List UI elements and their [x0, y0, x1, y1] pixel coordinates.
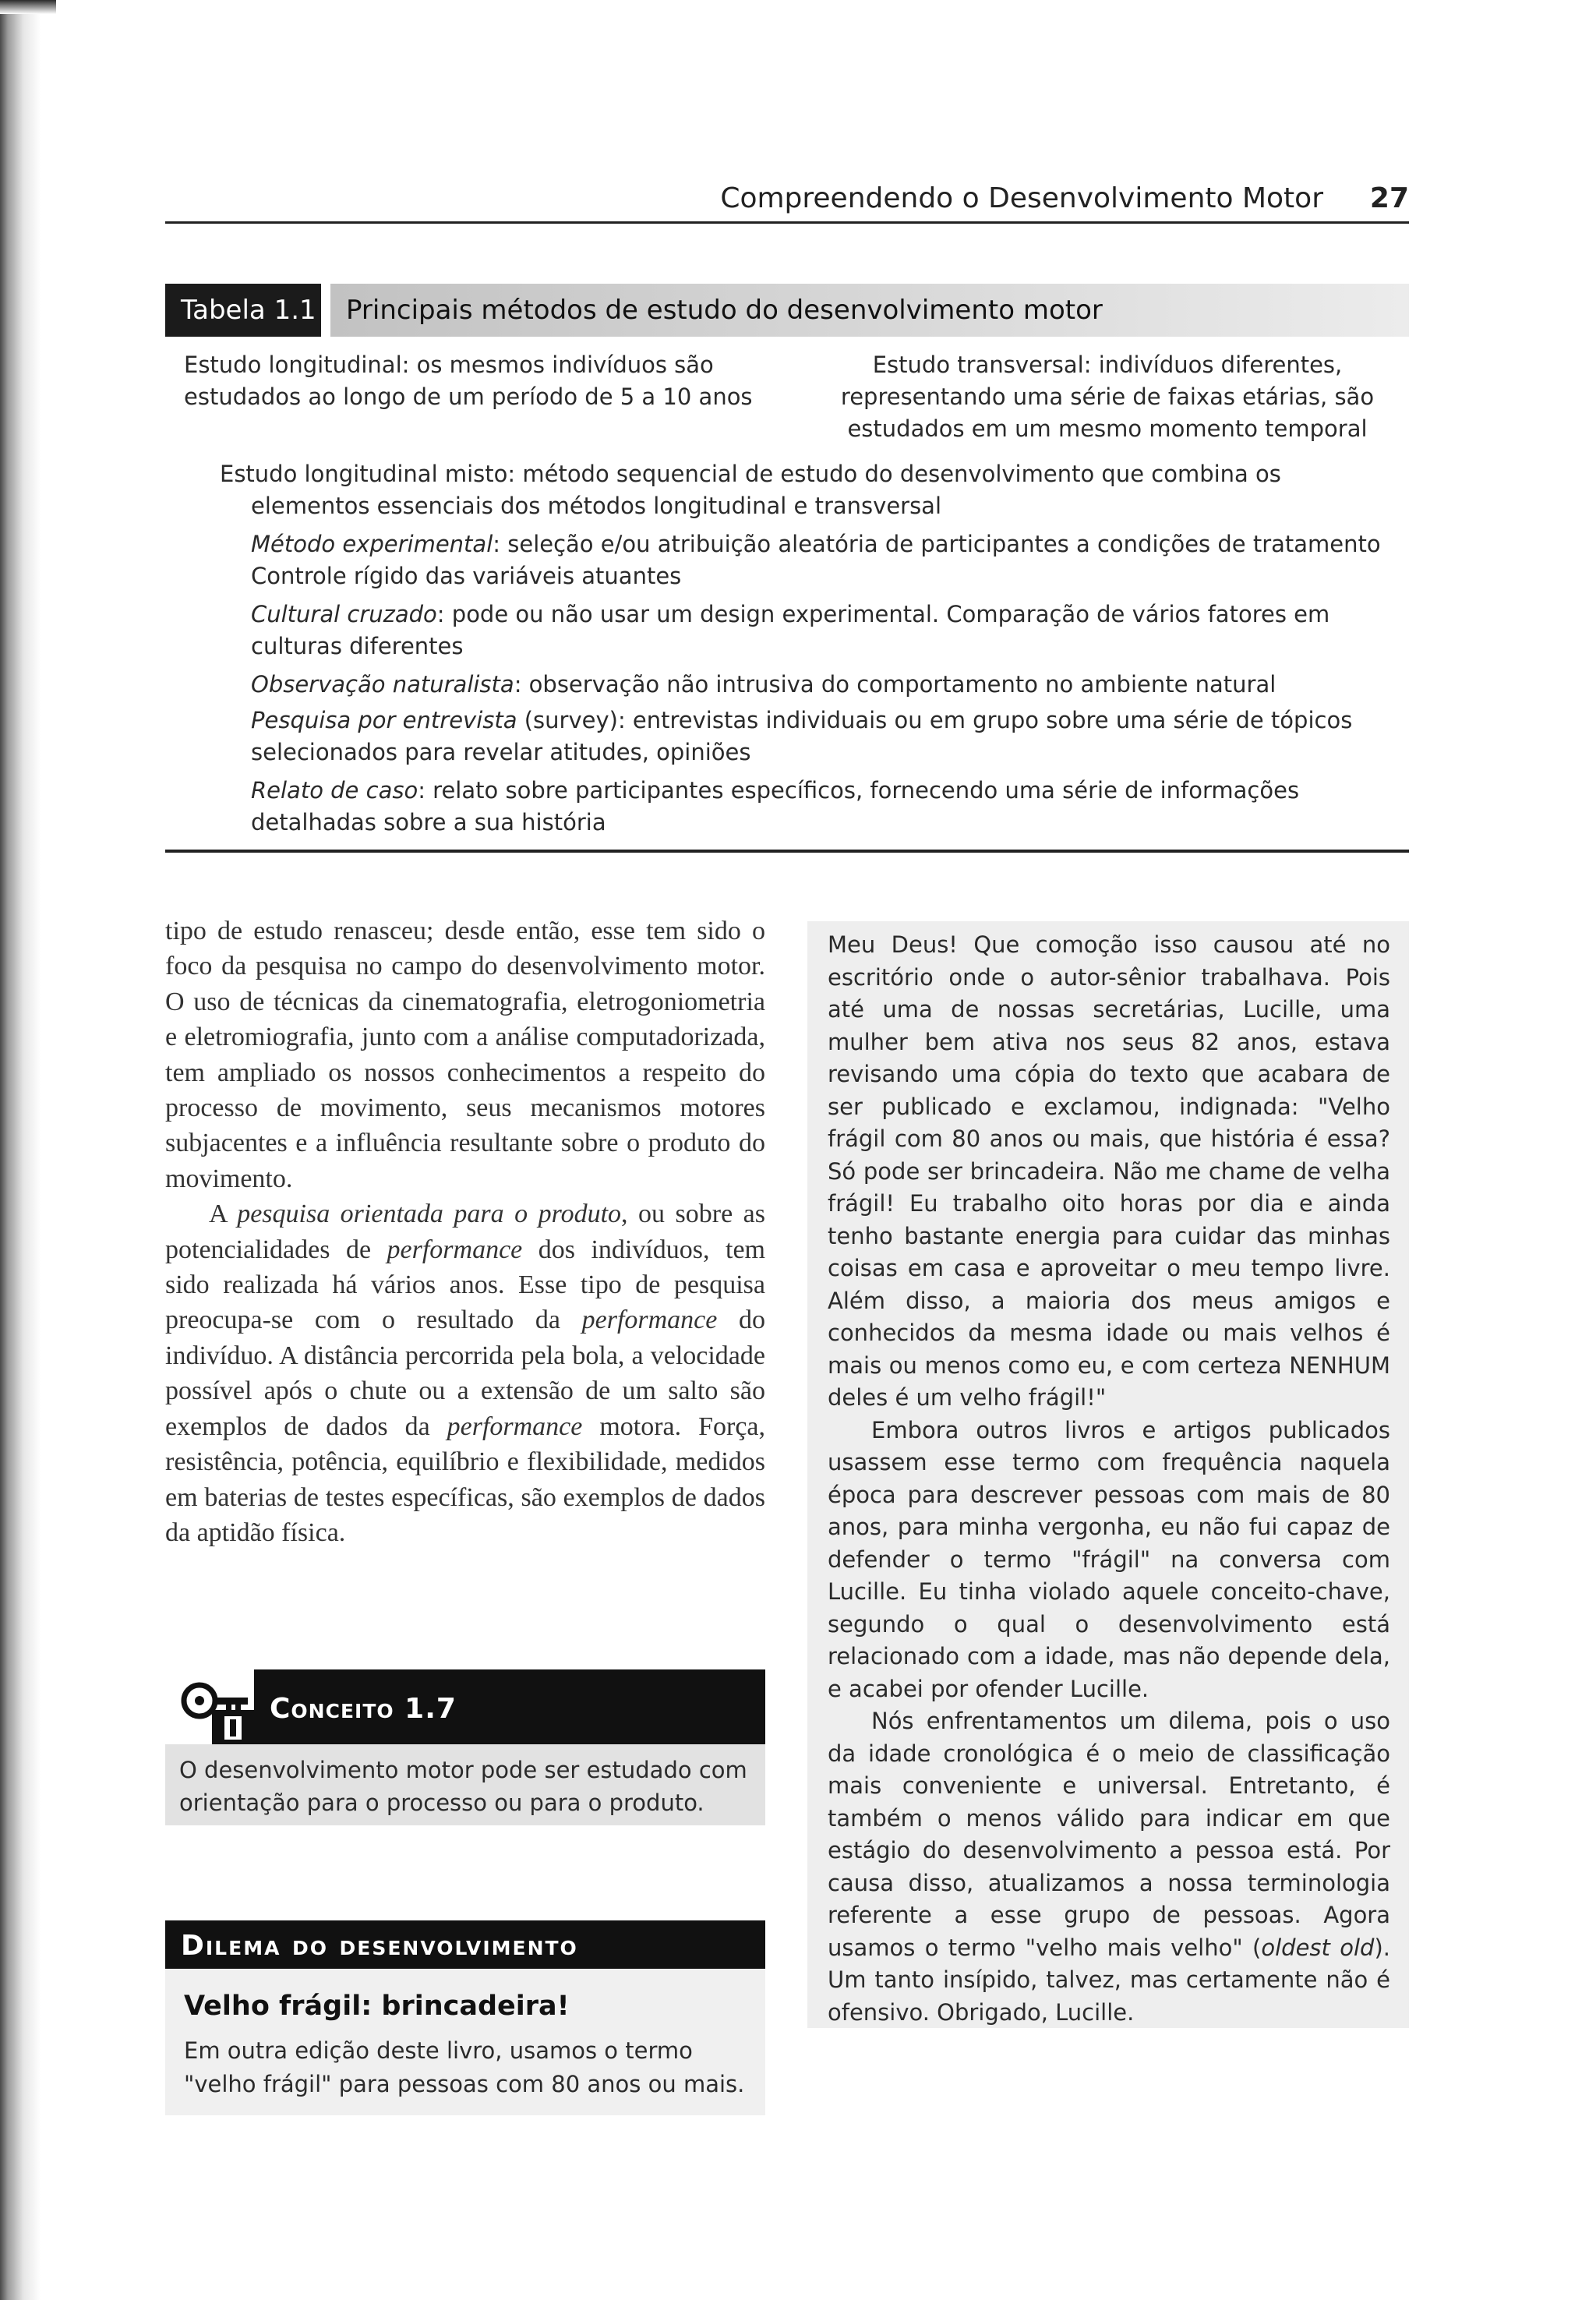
page-corner-shadow [0, 0, 56, 14]
table-row-text: : pode ou não usar um design experimental. Comparação de vários fatores em culturas diferentes [251, 601, 1330, 659]
table-row [251, 775, 1396, 839]
table-header [165, 284, 1409, 337]
sidebar-text [828, 929, 1390, 2029]
table-row-term: Pesquisa por entrevista [251, 707, 517, 733]
dilema-text: Em outra edição deste livro, usamos o termo "velho frágil" para pessoas com 80 anos ou mais. [184, 2037, 745, 2097]
table-row-term: Observação naturalista [251, 671, 514, 698]
table-transversal: Estudo transversal: indivíduos diferentes, representando uma série de faixas etárias, são estudados em um mesmo momento temporal [840, 352, 1375, 442]
concept-label: Conceito 1.7 [270, 1693, 457, 1725]
table-row-term: Cultural cruzado [251, 601, 437, 627]
sidebar-paragraph: Embora outros livros e artigos publicados usassem esse termo com frequência naquela época para descrever pessoas com mais de 80 anos, para minha vergonha, eu não fui capaz de defender o termo "frágil" na conversa com Lucille. Eu tinha violado aquele conceito-chave, segundo o qual o desenvolvimento está relacionado com a idade, mas não depende dela, e acabei por ofender Lucille. [828, 1416, 1390, 1702]
running-head [165, 182, 1409, 223]
table-row [251, 669, 1396, 701]
body-paragraph: A pesquisa orientada para o produto, ou sobre as potencialidades de performance dos indivíduos, tem sido realizada há vários anos. Esse tipo de pesquisa preocupa-se com o resultado da performance do indivíduo. A distância percorrida pela bola, a velocidade possível após o chute ou a extensão de um salto são exemplos de dados da performance motora. Força, resistência, potência, equilíbrio e flexibilidade, medidos em baterias de testes específicas, são exemplos de dados da aptidão física. [165, 1199, 766, 1547]
page-binding-shadow [0, 0, 41, 2300]
concept-header [254, 1669, 765, 1744]
body-column [165, 913, 765, 1550]
table-misto [220, 458, 1396, 522]
table-row-term: Método experimental [251, 531, 493, 557]
table-bottom-rule [165, 850, 1409, 853]
table-row-text: : observação não intrusiva do comportamento no ambiente natural [514, 671, 1276, 698]
dilema-label: Dilema do desenvolvimento [181, 1930, 578, 1962]
body-paragraph: tipo de estudo renasceu; desde então, esse tem sido o foco da pesquisa no campo do desenvolvimento motor. O uso de técnicas da cinematografia, eletrogoniometria e eletromiografia, junto com a análise computadorizada, tem ampliado os nossos conhecimentos a respeito do processo de movimento, seus mecanismos motores subjacentes e a influência resultante sobre o produto do movimento. [165, 917, 765, 1193]
table-title: Principais métodos de estudo do desenvolvimento motor [346, 295, 1103, 326]
table-row [251, 528, 1396, 592]
running-head-title: Compreendendo o Desenvolvimento Motor [720, 182, 1323, 214]
table-row [251, 705, 1396, 768]
dilema-subtitle: Velho frágil: brincadeira! [184, 1991, 570, 2022]
page-number: 27 [1369, 182, 1409, 214]
table-row-text: (survey): entrevistas individuais ou em grupo sobre uma série de tópicos selecionados para revelar atitudes, opiniões [251, 707, 1353, 765]
key-icon [176, 1669, 254, 1744]
table-row-text: : relato sobre participantes específicos, fornecendo uma série de informações detalhadas sobre a sua história [251, 777, 1300, 836]
dilema-header [165, 1920, 765, 1969]
table-row [251, 599, 1396, 662]
sidebar-paragraph: Meu Deus! Que comoção isso causou até no escritório onde o autor-sênior trabalhava. Pois até uma de nossas secretárias, Lucille, uma mulher bem ativa nos seus 82 anos, estava revisando uma cópia do texto que acabara de ser publicado e exclamou, indignada: "Velho frágil com 80 anos ou mais, que história é essa? Só pode ser brincadeira. Não me chame de velha frágil! Eu trabalho oito horas por dia e ainda tenho bastante energia para cuidar das minhas coisas em casa e aproveitar o meu tempo livre. Além disso, a maioria dos meus amigos e conhecidos da mesma idade ou mais velhos é mais ou menos como eu, e com certeza NENHUM deles é um velho frágil!" [828, 931, 1390, 1411]
table-row-text: : seleção e/ou atribuição aleatória de participantes a condições de tratamento Controle rígido das variáveis atuantes [251, 531, 1381, 589]
header-rule [165, 221, 1409, 224]
table-row-term: Relato de caso [251, 777, 418, 804]
table-misto-text: Estudo longitudinal misto: método sequencial de estudo do desenvolvimento que combina os elementos essenciais dos métodos longitudinal e transversal [220, 461, 1281, 519]
concept-text: O desenvolvimento motor pode ser estudado com orientação para o processo ou para o produto. [165, 1744, 765, 1825]
table-label: Tabela 1.1 [165, 284, 321, 337]
table-longitudinal: Estudo longitudinal: os mesmos indivíduos são estudados ao longo de um período de 5 a 10 anos [184, 352, 753, 410]
sidebar-paragraph: Nós enfrentamentos um dilema, pois o uso da idade cronológica é o meio de classificação mais conveniente e universal. Entretanto, é também o menos válido para indicar em que estágio do desenvolvimento a pessoa está. Por causa disso, atualizamos a nossa terminologia referente a esse grupo de pessoas. Agora usamos o termo "velho mais velho" (oldest old). Um tanto insípido, talvez, mas certamente não é ofensivo. Obrigado, Lucille. [828, 1708, 1390, 2026]
